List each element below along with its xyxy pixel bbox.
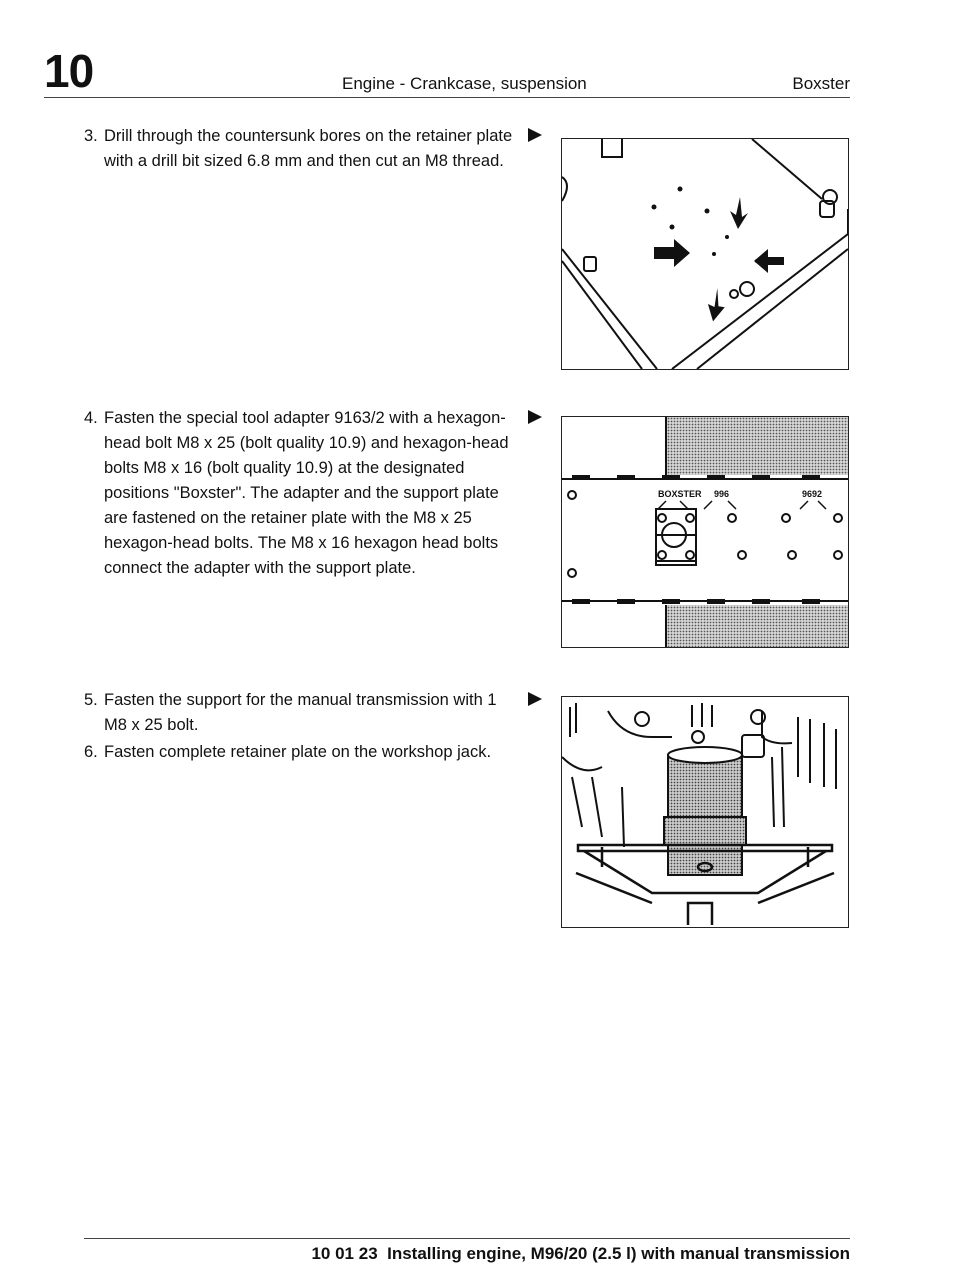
step-number: 5. bbox=[84, 691, 98, 709]
header-rule bbox=[44, 97, 850, 98]
figure-retainer-plate bbox=[561, 138, 849, 370]
pointer-arrow-icon bbox=[528, 128, 542, 142]
pointer-arrow-icon bbox=[528, 410, 542, 424]
step-text: Drill through the countersunk bores on the retainer plate with a drill bit sized 6.8 mm and then cut an M8 thread. bbox=[104, 127, 513, 170]
model-name: Boxster bbox=[792, 74, 850, 93]
step-3 bbox=[84, 124, 514, 174]
step-4 bbox=[84, 406, 514, 581]
step-number: 4. bbox=[84, 409, 98, 427]
footer-code: 10 01 23 bbox=[311, 1244, 378, 1263]
transmission-support-drawing bbox=[562, 697, 848, 927]
label-996: 996 bbox=[714, 489, 730, 499]
label-boxster: BOXSTER bbox=[658, 489, 702, 499]
step-number: 6. bbox=[84, 743, 98, 761]
label-9692: 9692 bbox=[802, 489, 823, 499]
footer-rule bbox=[84, 1238, 850, 1239]
footer-title: Installing engine, M96/20 (2.5 l) with manual transmission bbox=[387, 1244, 850, 1263]
step-text: Fasten complete retainer plate on the workshop jack. bbox=[104, 743, 492, 761]
adapter-plate-drawing bbox=[562, 417, 848, 647]
figure-adapter-plate bbox=[561, 416, 849, 648]
step-text: Fasten the special tool adapter 9163/2 with a hexagon-head bolt M8 x 25 (bolt quality 10.9) and hexagon-head bolts M8 x 16 (bolt quality 10.9) at the designated positions "Boxster". The adapter and the support plate are fastened on the retainer plate with the M8 x 25 hexagon-head bolts. The M8 x 16 hexagon head bolts connect the adapter with the support plate. bbox=[104, 409, 509, 577]
section-title: Engine - Crankcase, suspension bbox=[342, 74, 587, 93]
step-text: Fasten the support for the manual transmission with 1 M8 x 25 bolt. bbox=[104, 691, 497, 734]
figure-transmission-support bbox=[561, 696, 849, 928]
chapter-number: 10 bbox=[44, 45, 94, 97]
footer bbox=[311, 1244, 850, 1264]
step-5 bbox=[84, 688, 514, 738]
step-number: 3. bbox=[84, 127, 98, 145]
step-6 bbox=[84, 740, 514, 765]
retainer-plate-drawing bbox=[562, 139, 848, 369]
pointer-arrow-icon bbox=[528, 692, 542, 706]
